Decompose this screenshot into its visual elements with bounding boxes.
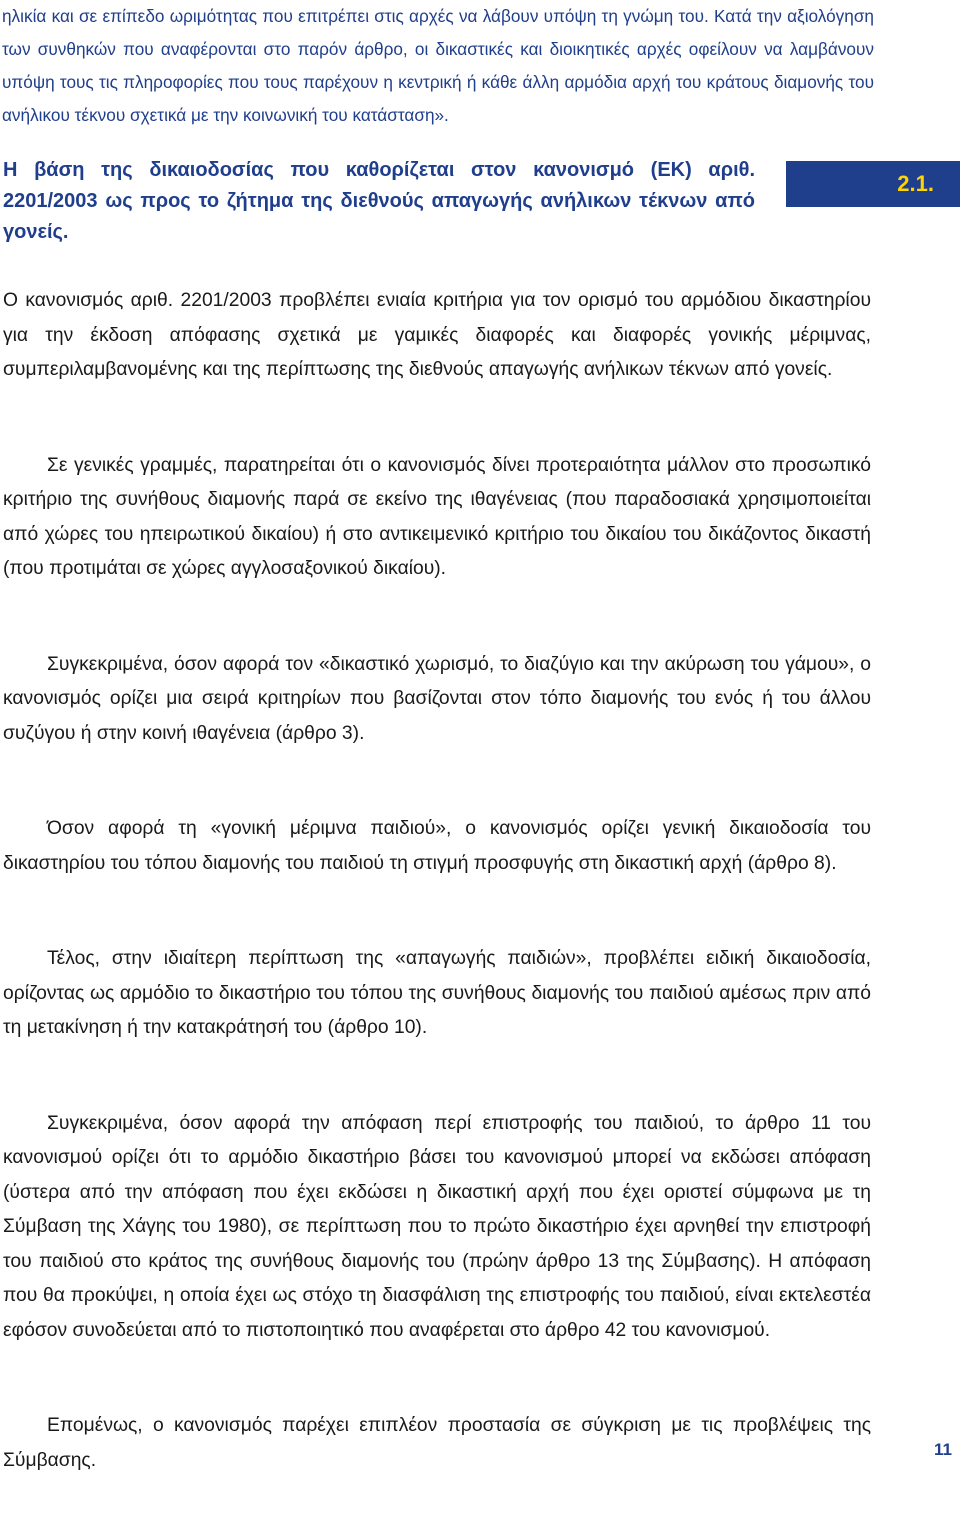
intro-paragraph: ηλικία και σε επίπεδο ωριμότητας που επιτρέπει στις αρχές να λάβουν υπόψη τη γνώμη του. Κατά την αξιολόγηση των συνθηκών που αναφέρονται στο παρόν άρθρο, οι δικαστικές και διοικητικές αρχές οφείλουν να λαμβάνουν υπόψη τους τις πληροφορίες που τους παρέχουν η κεντρική ή κάθε άλλη αρμόδια αρχή του κράτους διαμονής του ανήλικου τέκνου σχετικά με την κοινωνική του κατάσταση». [2,6,874,125]
body-text [3,284,871,1539]
body-paragraph-7: Επομένως, ο κανονισμός παρέχει επιπλέον προστασία σε σύγκριση με τις προβλέψεις της Σύμβασης. [3,1415,871,1471]
body-paragraph-1: Ο κανονισμός αριθ. 2201/2003 προβλέπει ενιαία κριτήρια για τον ορισμό του αρμόδιου δικαστηρίου για την έκδοση απόφασης σχετικά με γαμικές διαφορές και διαφορές γονικής μέριμνας, συμπεριλαμβανομένης και της περίπτωσης της διεθνούς απαγωγής ανήλικων τέκνων από γονείς. [3,290,871,380]
section-number-badge [786,161,960,207]
body-paragraph-6: Συγκεκριμένα, όσον αφορά την απόφαση περί επιστροφής του παιδιού, το άρθρο 11 του κανονισμού ορίζει ότι το αρμόδιο δικαστήριο βάσει του κανονισμού μπορεί να εκδώσει απόφαση (ύστερα από την απόφαση που έχει εκδώσει η δικαστική αρχή που έχει οριστεί σύμφωνα με τη Σύμβαση της Χάγης του 1980), σε περίπτωση που το πρώτο δικαστήριο έχει αρνηθεί την επιστροφή του παιδιού στο κράτος της συνήθους διαμονής του (πρώην άρθρο 13 της Σύμβασης). Η απόφαση που θα προκύψει, η οποία έχει ως στόχο τη διασφάλιση της επιστροφής του παιδιού, είναι εκτελεστέα εφόσον συνοδεύεται από το πιστοποιητικό που αναφέρεται στο άρθρο 42 του κανονισμού. [3,1112,871,1341]
body-paragraph-4: Όσον αφορά τη «γονική μέριμνα παιδιού», ο κανονισμός ορίζει γενική δικαιοδοσία του δικαστηρίου του τόπου διαμονής του παιδιού τη στιγμή προσφυγής στη δικαστική αρχή (άρθρο 8). [3,818,871,874]
section-heading: Η βάση της δικαιοδοσίας που καθορίζεται στον κανονισμό (ΕΚ) αριθ. 2201/2003 ως προς το ζήτημα της διεθνούς απαγωγής ανήλικων τέκνων από γονείς. [3,159,755,243]
body-paragraph-3: Συγκεκριμένα, όσον αφορά τον «δικαστικό χωρισμό, το διαζύγιο και την ακύρωση του γάμου», ο κανονισμός ορίζει μια σειρά κριτηρίων που βασίζονται στον τόπο διαμονής του ενός ή του άλλου συζύγου ή στην κοινή ιθαγένεια (άρθρο 3). [3,653,871,744]
page-number: 11 [934,1440,952,1459]
body-paragraph-5: Τέλος, στην ιδιαίτερη περίπτωση της «απαγωγής παιδιών», προβλέπει ειδική δικαιοδοσία, ορίζοντας ως αρμόδιο το δικαστήριο του τόπου της συνήθους διαμονής του παιδιού αμέσως πριν από τη μετακίνηση ή την κατακράτησή του (άρθρο 10). [3,948,871,1038]
section-number: 2.1. [897,171,934,196]
body-paragraph-2: Σε γενικές γραμμές, παρατηρείται ότι ο κανονισμός δίνει προτεραιότητα μάλλον στο προσωπικό κριτήριο της συνήθους διαμονής παρά σε εκείνο της ιθαγένειας (που παραδοσιακά χρησιμοποιείται από χώρες του ηπειρωτικού δικαίου) ή στο αντικειμενικό κριτήριο του δικαίου του δικάζοντος δικαστή (που προτιμάται σε χώρες αγγλοσαξονικού δικαίου). [3,454,871,579]
